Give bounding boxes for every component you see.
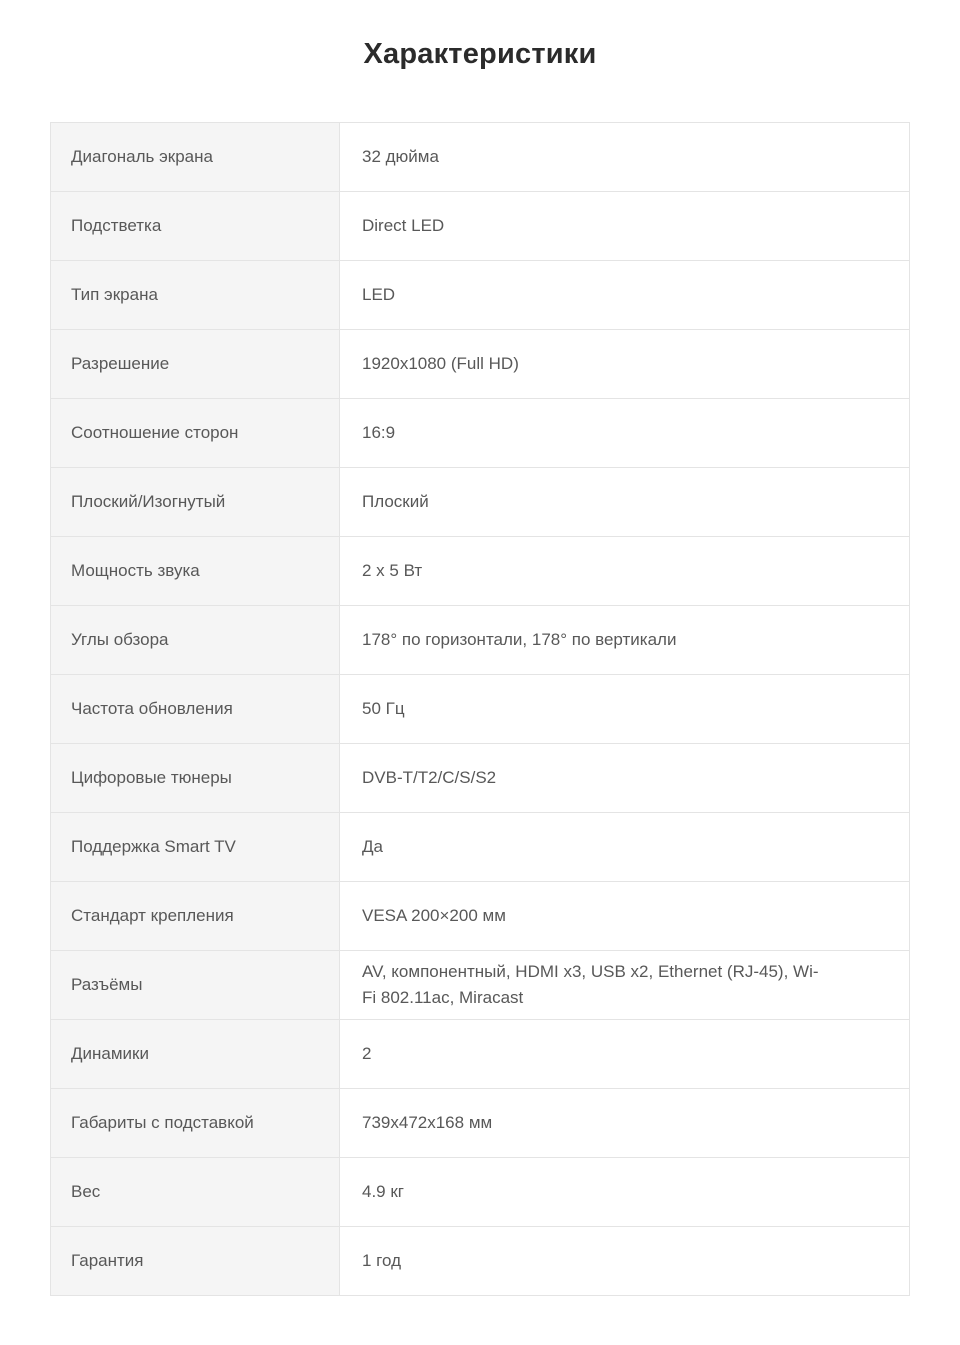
spec-label: Поддержка Smart TV <box>51 813 340 881</box>
table-row <box>51 1020 909 1089</box>
spec-value: 1 год <box>340 1227 909 1295</box>
spec-value: 739x472x168 мм <box>340 1089 909 1157</box>
table-row <box>51 1089 909 1158</box>
table-row <box>51 882 909 951</box>
spec-label: Плоский/Изогнутый <box>51 468 340 536</box>
spec-label: Соотношение сторон <box>51 399 340 467</box>
table-row <box>51 675 909 744</box>
table-row <box>51 261 909 330</box>
table-row <box>51 468 909 537</box>
spec-value: DVB-T/T2/C/S/S2 <box>340 744 909 812</box>
spec-label: Цифоровые тюнеры <box>51 744 340 812</box>
spec-value: 32 дюйма <box>340 123 909 191</box>
page-title: Характеристики <box>363 38 597 70</box>
table-row <box>51 123 909 192</box>
table-row <box>51 951 909 1020</box>
spec-value: VESA 200×200 мм <box>340 882 909 950</box>
spec-value: Direct LED <box>340 192 909 260</box>
table-row <box>51 399 909 468</box>
table-row <box>51 192 909 261</box>
spec-label: Разъёмы <box>51 951 340 1019</box>
spec-label: Частота обновления <box>51 675 340 743</box>
spec-label: Разрешение <box>51 330 340 398</box>
spec-value: AV, компонентный, HDMI x3, USB x2, Ethernet (RJ-45), Wi-Fi 802.11ac, Miracast <box>340 951 909 1019</box>
table-row <box>51 606 909 675</box>
table-row <box>51 1227 909 1295</box>
spec-value: 2 x 5 Вт <box>340 537 909 605</box>
spec-label: Тип экрана <box>51 261 340 329</box>
spec-label: Габариты с подставкой <box>51 1089 340 1157</box>
table-row <box>51 813 909 882</box>
spec-label: Динамики <box>51 1020 340 1088</box>
spec-label: Подстветка <box>51 192 340 260</box>
spec-value: 1920x1080 (Full HD) <box>340 330 909 398</box>
spec-value: 50 Гц <box>340 675 909 743</box>
table-row <box>51 330 909 399</box>
spec-value: 2 <box>340 1020 909 1088</box>
spec-label: Гарантия <box>51 1227 340 1295</box>
spec-value: LED <box>340 261 909 329</box>
spec-value: 4.9 кг <box>340 1158 909 1226</box>
spec-label: Углы обзора <box>51 606 340 674</box>
spec-label: Диагональ экрана <box>51 123 340 191</box>
table-row <box>51 1158 909 1227</box>
spec-value: 178° по горизонтали, 178° по вертикали <box>340 606 909 674</box>
spec-label: Стандарт крепления <box>51 882 340 950</box>
spec-value: 16:9 <box>340 399 909 467</box>
spec-table <box>50 122 910 1296</box>
table-row <box>51 537 909 606</box>
spec-value: Да <box>340 813 909 881</box>
table-row <box>51 744 909 813</box>
spec-value: Плоский <box>340 468 909 536</box>
spec-label: Вес <box>51 1158 340 1226</box>
spec-label: Мощность звука <box>51 537 340 605</box>
